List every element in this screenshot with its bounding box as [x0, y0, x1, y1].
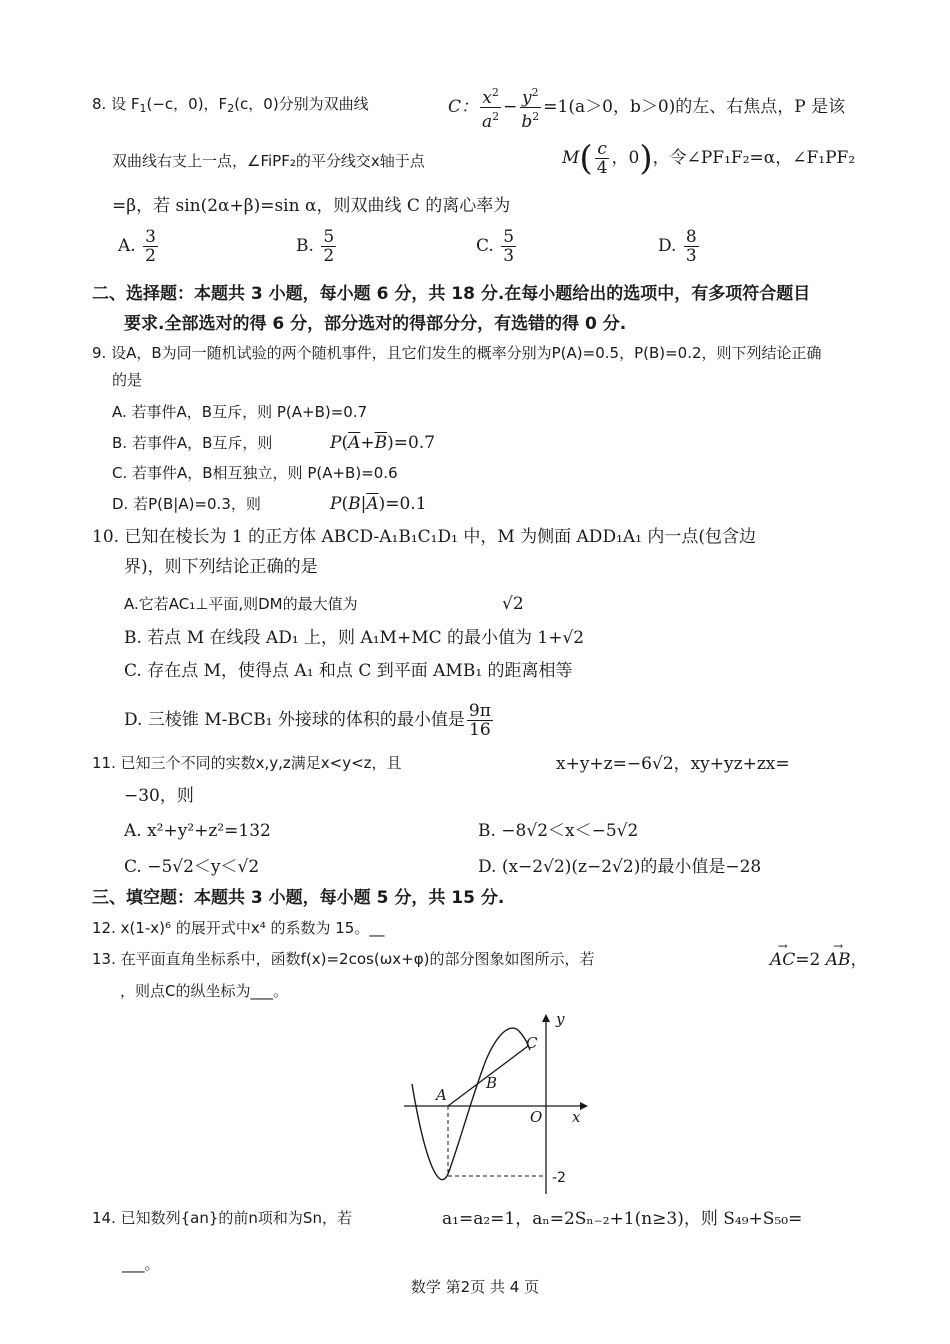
q9-stem-line2: 的是 — [112, 371, 143, 389]
q13-vector-ac: → AC — [770, 948, 795, 972]
q9-option-d-value: )=0.1 — [378, 494, 427, 514]
x-axis-arrow-icon — [580, 1102, 588, 1110]
q13-stem-line2: ，则点C的纵坐标为___。 — [120, 982, 288, 1000]
q8-line1-pre: 8. 设 F — [92, 95, 140, 113]
q8-frac-x: $\frac{x^2}{a^2}$ — [482, 86, 500, 132]
q11-option-b: B. −8√2＜x＜−5√2 — [478, 821, 639, 841]
q11-stem-math: x+y+z=−6√2，xy+yz+zx= — [556, 754, 790, 774]
q8-line2-math: M( $\frac{c}{4}$ ，0)，令∠PF₁F₂=α，∠F₁PF₂ — [562, 138, 856, 179]
section2-heading-line2: 要求.全部选对的得 6 分，部分选对的得部分分，有选错的得 0 分. — [124, 314, 627, 334]
q9-stem: 9. 设A，B为同一随机试验的两个随机事件，且它们发生的概率分别为P(A)=0.5，P(B)=0.2，则下列结论正确 — [92, 344, 822, 362]
q9-option-c: C. 若事件A，B相互独立，则 P(A+B)=0.6 — [112, 464, 398, 482]
page-footer: 数学 第2页 共 4 页 — [410, 1278, 540, 1296]
q9-option-b-value: =0.7 — [393, 433, 436, 453]
q8-line2-text: 双曲线右支上一点，∠FiPF₂的平分线交x轴于点 — [112, 152, 425, 170]
q8-line1-f1: (−c，0)，F — [146, 95, 228, 113]
q11-option-c: C. −5√2＜y＜√2 — [124, 857, 260, 877]
section3-heading: 三、填空题：本题共 3 小题，每小题 5 分，共 15 分. — [92, 888, 505, 908]
q8-line1-prefix: 8. 设 $F_1(-c$，0)，$F_2(c$，0)分别为双曲线 — [92, 95, 369, 115]
q8-option-d-den: 3 — [685, 246, 697, 266]
q10-option-d-num: 9π — [468, 701, 491, 721]
q8-line2-math-text: ，令∠PF₁F₂=α，∠F₁PF₂ — [652, 148, 856, 168]
q13-vector-ab: → AB — [826, 948, 851, 972]
q10-option-d-den: 16 — [469, 720, 491, 740]
q10-option-a-text: A.它若AC₁⊥平面,则DM的最大值为 — [124, 595, 358, 613]
q13-cosine-graph — [400, 1008, 600, 1198]
section2-heading: 二、选择题：本题共 3 小题，每小题 6 分，共 18 分.在每小题给出的选项中，有多项符合题目 — [92, 284, 811, 304]
q8-option-c-den: 3 — [503, 246, 515, 266]
q8-option-b-label: B. — [296, 236, 314, 256]
q10-option-c: C. 存在点 M，使得点 A₁ 和点 C 到平面 AMB₁ 的距离相等 — [124, 661, 573, 681]
q8-option-c-num: 5 — [503, 227, 515, 247]
q11-stem-text: 11. 已知三个不同的实数x,y,z满足x<y<z，且 — [92, 754, 402, 772]
q10-option-d — [124, 702, 495, 739]
q8-line3: =β，若 sin(2α+β)=sin α，则双曲线 C 的离心率为 — [112, 196, 511, 216]
q8-option-a-den: 2 — [145, 246, 156, 266]
q13-stem-text: 13. 在平面直角坐标系中，函数f(x)=2cos(ωx+φ)的部分图象如图所示，若 — [92, 950, 595, 968]
q14-stem-math: a₁=a₂=1，aₙ=2Sₙ₋₂+1(n≥3)，则 S₄₉+S₅₀= — [442, 1209, 803, 1229]
q10-option-b: B. 若点 M 在线段 AD₁ 上，则 A₁M+MC 的最小值为 1+√2 — [124, 628, 585, 648]
q8-option-a — [118, 228, 160, 265]
q8-option-b — [296, 228, 338, 265]
graph-label-c: C — [526, 1034, 538, 1052]
q8-option-b-num: 5 — [323, 227, 335, 247]
q8-line1-f2: (c，0)分别为双曲线 — [234, 95, 369, 113]
q10-stem: 10. 已知在棱长为 1 的正方体 ABCD-A₁B₁C₁D₁ 中，M 为侧面 ADD₁A₁ 内一点(包含边 — [92, 527, 757, 547]
q9-option-b-text: B. 若事件A，B互斥，则 — [112, 434, 273, 452]
q14-answer-blank: ___。 — [122, 1255, 160, 1273]
q11-option-a: A. x²+y²+z²=132 — [124, 821, 271, 841]
y-axis-arrow-icon — [542, 1014, 550, 1022]
q8-eq-label: C： — [448, 97, 479, 117]
q8-option-a-label: A. — [118, 236, 136, 256]
q9-option-b-math: $P(\overline{A}+\overline{B})=0.7$ — [330, 433, 436, 453]
q8-option-a-num: 3 — [145, 227, 156, 247]
q10-option-a-math: √2 — [502, 594, 524, 614]
q11-stem-line2: −30，则 — [124, 786, 194, 806]
q9-option-a: A. 若事件A，B互斥，则 P(A+B)=0.7 — [112, 403, 368, 421]
q8-option-c-label: C. — [476, 236, 494, 256]
graph-label-origin: O — [530, 1108, 543, 1126]
graph-label-min: -2 — [552, 1170, 566, 1186]
q8-hyperbola-equation: C： $\frac{x^2}{a^2}$ − $\frac{y^2}{b^2}$ =1(a＞0，b＞0)的左、右焦点，P 是该 — [448, 86, 846, 132]
q14-stem-text: 14. 已知数列{an}的前n项和为Sn，若 — [92, 1209, 352, 1227]
q12-text: 12. x(1-x)⁶ 的展开式中x⁴ 的系数为 15。__ — [92, 919, 385, 937]
q10-option-d-text: D. 三棱锥 M-BCB₁ 外接球的体积的最小值是 — [124, 710, 465, 730]
graph-label-a: A — [436, 1086, 447, 1104]
q8-option-d — [658, 228, 701, 265]
q8-frac-y: $\frac{y^2}{b^2}$ — [521, 86, 540, 132]
graph-label-y: y — [556, 1010, 565, 1028]
graph-label-x: x — [572, 1108, 581, 1126]
q8-option-d-num: 8 — [685, 227, 697, 247]
q8-option-b-den: 2 — [323, 246, 335, 266]
q13-vector-eq: =2 — [795, 950, 821, 970]
q13-stem-vector-eq: → AC=2 → AB， — [770, 948, 868, 972]
q8-frac-c4: $\frac{c}{4}$ — [596, 139, 608, 178]
q8-option-c — [476, 228, 518, 265]
q8-option-d-label: D. — [658, 236, 677, 256]
q10-stem-line2: 界)，则下列结论正确的是 — [124, 557, 318, 577]
q8-line1-post: =1(a＞0，b＞0)的左、右焦点，P 是该 — [543, 97, 846, 117]
cosine-curve — [412, 1028, 530, 1179]
q9-option-d-math: $P(B|\overline{A})=0.1$ — [330, 494, 427, 514]
graph-label-b: B — [486, 1074, 498, 1092]
q9-option-d-text: D. 若P(B|A)=0.3，则 — [112, 495, 261, 513]
q11-option-d: D. (x−2√2)(z−2√2)的最小值是−28 — [478, 857, 762, 877]
